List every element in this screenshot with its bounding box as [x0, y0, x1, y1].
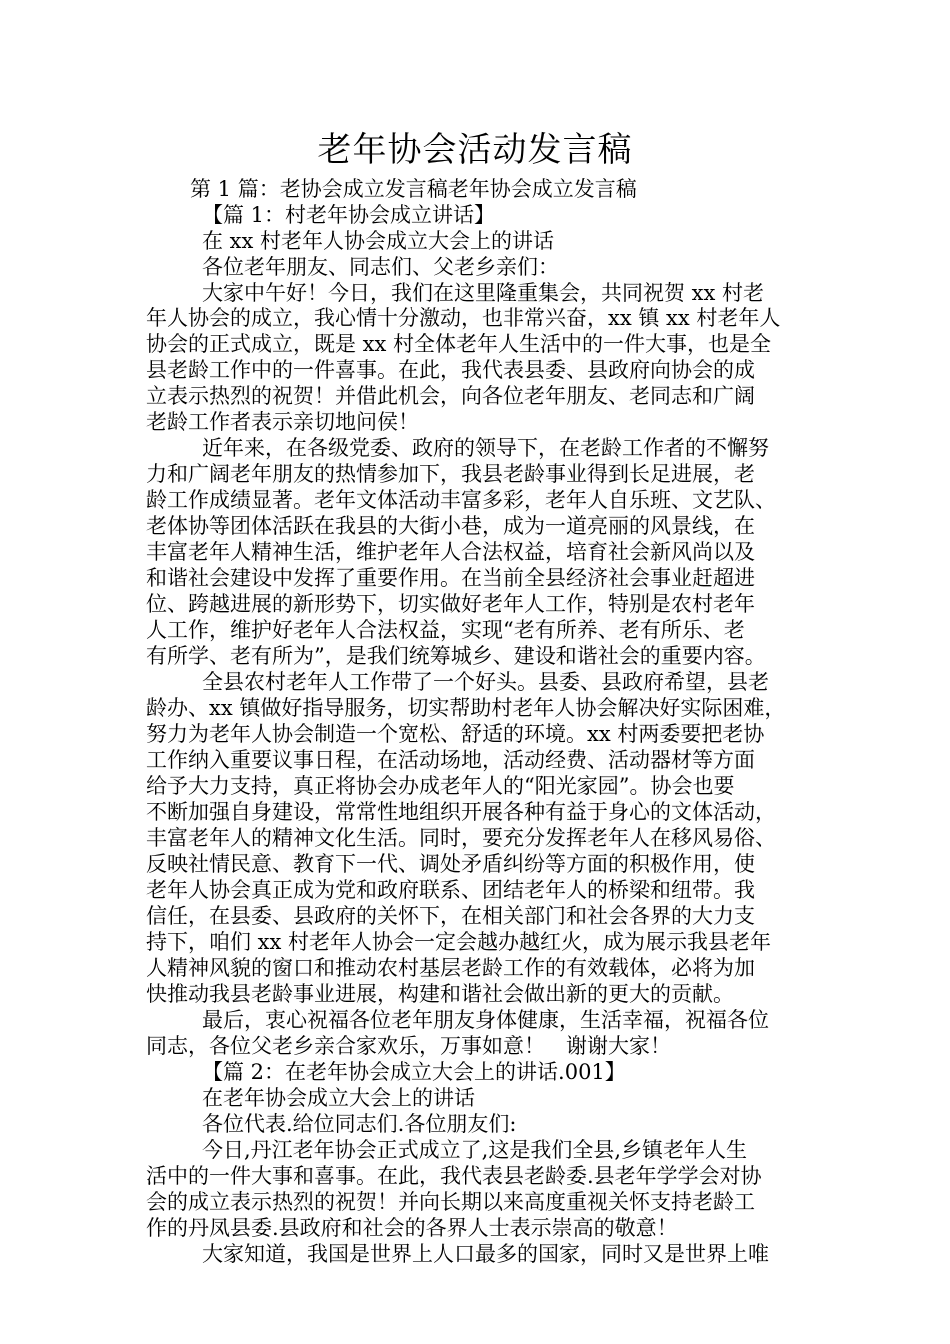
paragraph-line: 全县农村老年人工作带了一个好头。县委、县政府希望，县老	[202, 670, 769, 694]
section-heading: 【篇 2：在老年协会成立大会上的讲话.001】	[202, 1060, 626, 1084]
paragraph-line: 老龄工作者表示亲切地问侯！	[146, 410, 419, 434]
paragraph-line: 大家中午好！今日，我们在这里隆重集会，共同祝贺 xx 村老	[202, 281, 765, 305]
paragraph-line: 大家知道，我国是世界上人口最多的国家，同时又是世界上唯	[202, 1242, 769, 1266]
paragraph-line: 人精神风貌的窗口和推动农村基层老龄工作的有效载体，必将为加	[146, 956, 755, 980]
salutation: 各位代表.给位同志们.各位朋友们:	[202, 1112, 517, 1136]
paragraph-line: 工作纳入重要议事日程，在活动场地，活动经费、活动器材等方面	[146, 748, 755, 772]
paragraph-line: 努力为老年人协会制造一个宽松、舒适的环境。xx 村两委要把老协	[146, 722, 765, 746]
paragraph-line: 丰富老年人精神生活，维护老年人合法权益，培育社会新风尚以及	[146, 540, 755, 564]
paragraph-line: 丰富老年人的精神文化生活。同时，要充分发挥老年人在移风易俗、	[146, 826, 776, 850]
paragraph-line: 位、跨越进展的新形势下，切实做好老年人工作，特别是农村老年	[146, 592, 755, 616]
paragraph-line: 作的丹凤县委.县政府和社会的各界人士表示崇高的敬意！	[146, 1216, 678, 1240]
paragraph-line: 人工作，维护好老年人合法权益，实现“老有所养、老有所乐、老	[146, 618, 745, 642]
paragraph-line: 龄工作成绩显著。老年文体活动丰富多彩，老年人自乐班、文艺队、	[146, 488, 776, 512]
paragraph-line: 龄办、xx 镇做好指导服务，切实帮助村老年人协会解决好实际困难，	[146, 696, 786, 720]
paragraph-line: 快推动我县老龄事业进展，构建和谐社会做出新的更大的贡献。	[146, 982, 734, 1006]
paragraph-line: 立表示热烈的祝贺！并借此机会，向各位老年朋友、老同志和广阔	[146, 384, 755, 408]
paragraph-line: 信任，在县委、县政府的关怀下，在相关部门和社会各界的大力支	[146, 904, 755, 928]
paragraph-line: 会的成立表示热烈的祝贺！并向长期以来高度重视关怀支持老龄工	[146, 1190, 755, 1214]
paragraph-line: 县老龄工作中的一件喜事。在此，我代表县委、县政府向协会的成	[146, 358, 755, 382]
paragraph-line: 不断加强自身建设，常常性地组织开展各种有益于身心的文体活动，	[146, 800, 776, 824]
paragraph-line: 同志，各位父老乡亲合家欢乐，万事如意！ 谢谢大家！	[146, 1034, 671, 1058]
paragraph-line: 和谐社会建设中发挥了重要作用。在当前全县经济社会事业赶超进	[146, 566, 755, 590]
paragraph-line: 力和广阔老年朋友的热情参加下，我县老龄事业得到长足进展，老	[146, 462, 755, 486]
paragraph-line: 年人协会的成立，我心情十分激动，也非常兴奋，xx 镇 xx 村老年人	[146, 306, 781, 330]
paragraph-line: 最后，衷心祝福各位老年朋友身体健康，生活幸福，祝福各位	[202, 1008, 769, 1032]
paragraph-line: 今日,丹江老年协会正式成立了,这是我们全县,乡镇老年人生	[202, 1138, 748, 1162]
chapter-heading: 第 1 篇：老协会成立发言稿老年协会成立发言稿	[190, 177, 637, 201]
paragraph-line: 近年来，在各级党委、政府的领导下，在老龄工作者的不懈努	[202, 436, 769, 460]
paragraph-line: 老体协等团体活跃在我县的大街小巷，成为一道亮丽的风景线，在	[146, 514, 755, 538]
speech-title: 在 xx 村老年人协会成立大会上的讲话	[202, 229, 555, 253]
paragraph-line: 持下，咱们 xx 村老年人协会一定会越办越红火，成为展示我县老年	[146, 930, 772, 954]
paragraph-line: 协会的正式成立，既是 xx 村全体老年人生活中的一件大事，也是全	[146, 332, 772, 356]
section-heading: 【篇 1：村老年协会成立讲话】	[202, 203, 496, 227]
paragraph-line: 给予大力支持，真正将协会办成老年人的“阳光家园”。协会也要	[146, 774, 735, 798]
salutation: 各位老年朋友、同志们、父老乡亲们：	[202, 255, 559, 279]
paragraph-line: 反映社情民意、教育下一代、调处矛盾纠纷等方面的积极作用，使	[146, 852, 755, 876]
speech-title: 在老年协会成立大会上的讲话	[202, 1086, 475, 1110]
paragraph-line: 老年人协会真正成为党和政府联系、团结老年人的桥梁和纽带。我	[146, 878, 755, 902]
paragraph-line: 活中的一件大事和喜事。在此，我代表县老龄委.县老年学学会对协	[146, 1164, 762, 1188]
paragraph-line: 有所学、老有所为”，是我们统筹城乡、建设和谐社会的重要内容。	[146, 644, 766, 668]
document-title: 老年协会活动发言稿	[317, 130, 633, 170]
